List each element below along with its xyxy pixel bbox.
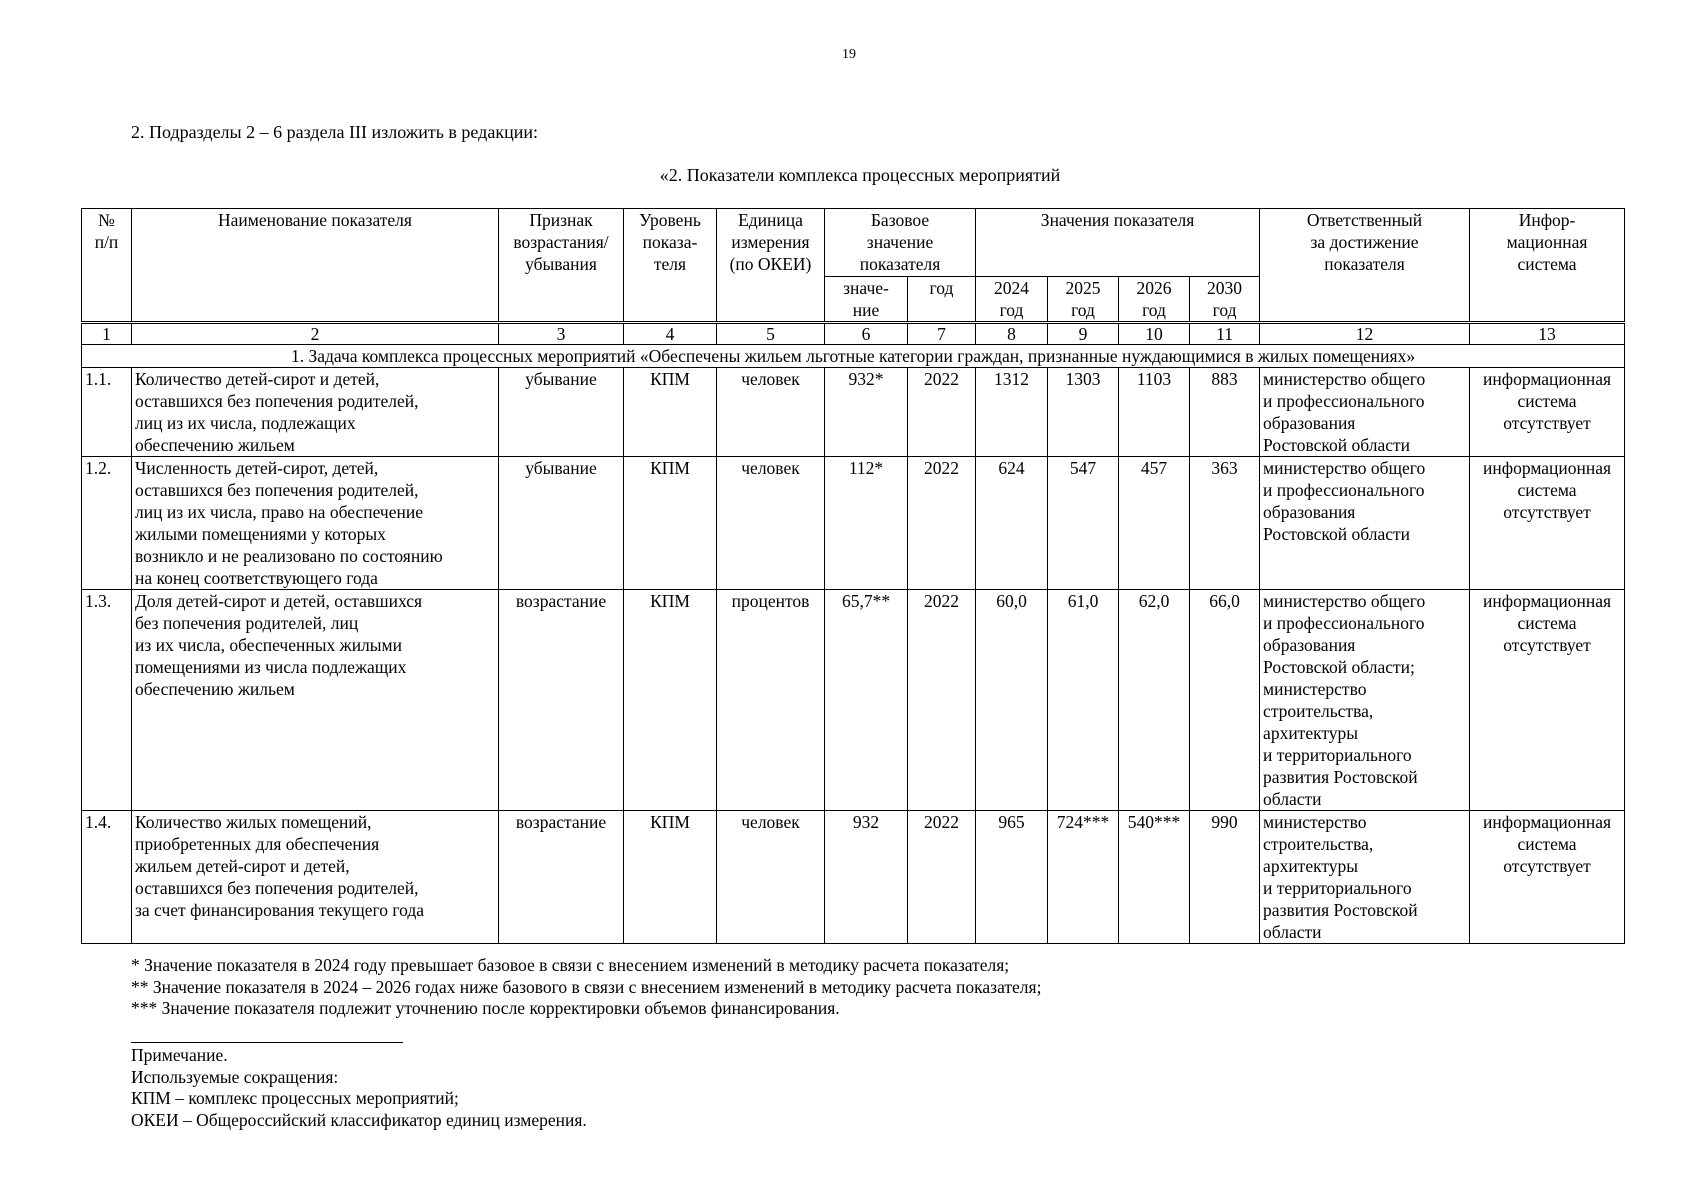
value-2030: 66,0: [1190, 590, 1260, 811]
header-year-2025: 2025 год: [1048, 277, 1119, 323]
base-value: 65,7**: [825, 590, 908, 811]
footnote: ** Значение показателя в 2024 – 2026 годах ниже базового в связи с внесением изменений в методику расчета показателя;: [131, 976, 1042, 997]
header-year-2026: 2026 год: [1119, 277, 1190, 323]
row-num: 1.2.: [82, 457, 132, 590]
base-year: 2022: [908, 811, 976, 944]
remark-line: КПМ – комплекс процессных мероприятий;: [131, 1088, 459, 1108]
column-number: 12: [1260, 323, 1470, 345]
column-number: 13: [1470, 323, 1625, 345]
column-number: 1: [82, 323, 132, 345]
header-sign: Признак возрастания/ убывания: [499, 209, 624, 323]
base-value: 112*: [825, 457, 908, 590]
task-title: 1. Задача комплекса процессных мероприятий «Обеспечены жильем льготные категории граждан, признанные нуждающимися в жилых помещениях»: [82, 345, 1625, 368]
table-row: [82, 368, 1625, 457]
footnote: *** Значение показателя подлежит уточнению после корректировки объемов финансирования.: [131, 998, 840, 1018]
base-value: 932: [825, 811, 908, 944]
column-number: 11: [1190, 323, 1260, 345]
value-2030: 363: [1190, 457, 1260, 590]
header-num: № п/п: [82, 209, 132, 323]
column-number: 7: [908, 323, 976, 345]
indicator-sign: убывание: [499, 457, 624, 590]
value-2024: 1312: [976, 368, 1048, 457]
value-2025: 724***: [1048, 811, 1119, 944]
table-row: [82, 811, 1625, 944]
row-num: 1.3.: [82, 590, 132, 811]
column-number: 4: [624, 323, 717, 345]
header-base: Базовое значение показателя: [825, 209, 976, 277]
base-value: 932*: [825, 368, 908, 457]
footnote: * Значение показателя в 2024 году превышает базовое в связи с внесением изменений в методику расчета показателя;: [131, 955, 1010, 975]
info-system: информационная система отсутствует: [1470, 590, 1625, 811]
value-2030: 990: [1190, 811, 1260, 944]
indicator-level: КПМ: [624, 811, 717, 944]
responsible: министерство строительства, архитектуры и территориального развития Ростовской области: [1260, 811, 1470, 944]
indicator-level: КПМ: [624, 368, 717, 457]
column-number: 8: [976, 323, 1048, 345]
column-number: 2: [132, 323, 499, 345]
indicator-sign: возрастание: [499, 811, 624, 944]
header-values: Значения показателя: [976, 209, 1260, 277]
value-2026: 540***: [1119, 811, 1190, 944]
header-year-2030: 2030 год: [1190, 277, 1260, 323]
indicator-sign: возрастание: [499, 590, 624, 811]
indicator-name: Количество жилых помещений, приобретенных для обеспечения жильем детей-сирот и детей, оставшихся без попечения родителей, за счет финансирования текущего года: [132, 811, 499, 944]
info-system: информационная система отсутствует: [1470, 457, 1625, 590]
remark-line: Примечание.: [131, 1045, 228, 1065]
intro-paragraph: 2. Подразделы 2 – 6 раздела III изложить в редакции:: [131, 122, 538, 142]
header-row-1: [82, 209, 1625, 277]
header-level: Уровень показа- теля: [624, 209, 717, 323]
header-responsible: Ответственный за достижение показателя: [1260, 209, 1470, 323]
indicators-table: [81, 208, 1625, 944]
indicator-name: Доля детей-сирот и детей, оставшихся без попечения родителей, лиц из их числа, обеспеченных жилыми помещениями из числа подлежащих обеспечению жильем: [132, 590, 499, 811]
remark-line: ОКЕИ – Общероссийский классификатор единиц измерения.: [131, 1109, 587, 1130]
value-2024: 965: [976, 811, 1048, 944]
remark-line: Используемые сокращения:: [131, 1066, 339, 1087]
indicator-unit: человек: [717, 457, 825, 590]
row-num: 1.4.: [82, 811, 132, 944]
responsible: министерство общего и профессионального образования Ростовской области: [1260, 457, 1470, 590]
column-number: 10: [1119, 323, 1190, 345]
table-row: [82, 590, 1625, 811]
value-2025: 61,0: [1048, 590, 1119, 811]
header-base-year: год: [908, 277, 976, 323]
info-system: информационная система отсутствует: [1470, 811, 1625, 944]
indicator-name: Численность детей-сирот, детей, оставшихся без попечения родителей, лиц из их числа, право на обеспечение жилыми помещениями у которых возникло и не реализовано по состоянию на конец соответствующего года: [132, 457, 499, 590]
base-year: 2022: [908, 590, 976, 811]
indicator-sign: убывание: [499, 368, 624, 457]
column-number: 9: [1048, 323, 1119, 345]
header-name: Наименование показателя: [132, 209, 499, 323]
column-number: 3: [499, 323, 624, 345]
column-number-row: [82, 323, 1625, 345]
value-2024: 60,0: [976, 590, 1048, 811]
value-2026: 62,0: [1119, 590, 1190, 811]
base-year: 2022: [908, 457, 976, 590]
base-year: 2022: [908, 368, 976, 457]
header-base-value: значе- ние: [825, 277, 908, 323]
remarks-divider: [131, 1042, 403, 1043]
indicator-unit: человек: [717, 811, 825, 944]
info-system: информационная система отсутствует: [1470, 368, 1625, 457]
value-2026: 1103: [1119, 368, 1190, 457]
value-2025: 1303: [1048, 368, 1119, 457]
header-year-2024: 2024 год: [976, 277, 1048, 323]
section-title: «2. Показатели комплекса процессных мероприятий: [659, 165, 1061, 185]
value-2025: 547: [1048, 457, 1119, 590]
value-2024: 624: [976, 457, 1048, 590]
task-row: [82, 345, 1625, 368]
remarks: [131, 1045, 587, 1131]
value-2026: 457: [1119, 457, 1190, 590]
footnotes: [131, 955, 1041, 1020]
indicator-unit: процентов: [717, 590, 825, 811]
header-system: Инфор- мационная система: [1470, 209, 1625, 323]
row-num: 1.1.: [82, 368, 132, 457]
indicator-unit: человек: [717, 368, 825, 457]
page-number: 19: [842, 47, 856, 62]
indicator-level: КПМ: [624, 590, 717, 811]
responsible: министерство общего и профессионального образования Ростовской области; министерство строительства, архитектуры и территориального развития Ростовской области: [1260, 590, 1470, 811]
indicator-name: Количество детей-сирот и детей, оставшихся без попечения родителей, лиц из их числа, подлежащих обеспечению жильем: [132, 368, 499, 457]
indicator-level: КПМ: [624, 457, 717, 590]
column-number: 6: [825, 323, 908, 345]
header-unit: Единица измерения (по ОКЕИ): [717, 209, 825, 323]
table-row: [82, 457, 1625, 590]
value-2030: 883: [1190, 368, 1260, 457]
column-number: 5: [717, 323, 825, 345]
responsible: министерство общего и профессионального образования Ростовской области: [1260, 368, 1470, 457]
